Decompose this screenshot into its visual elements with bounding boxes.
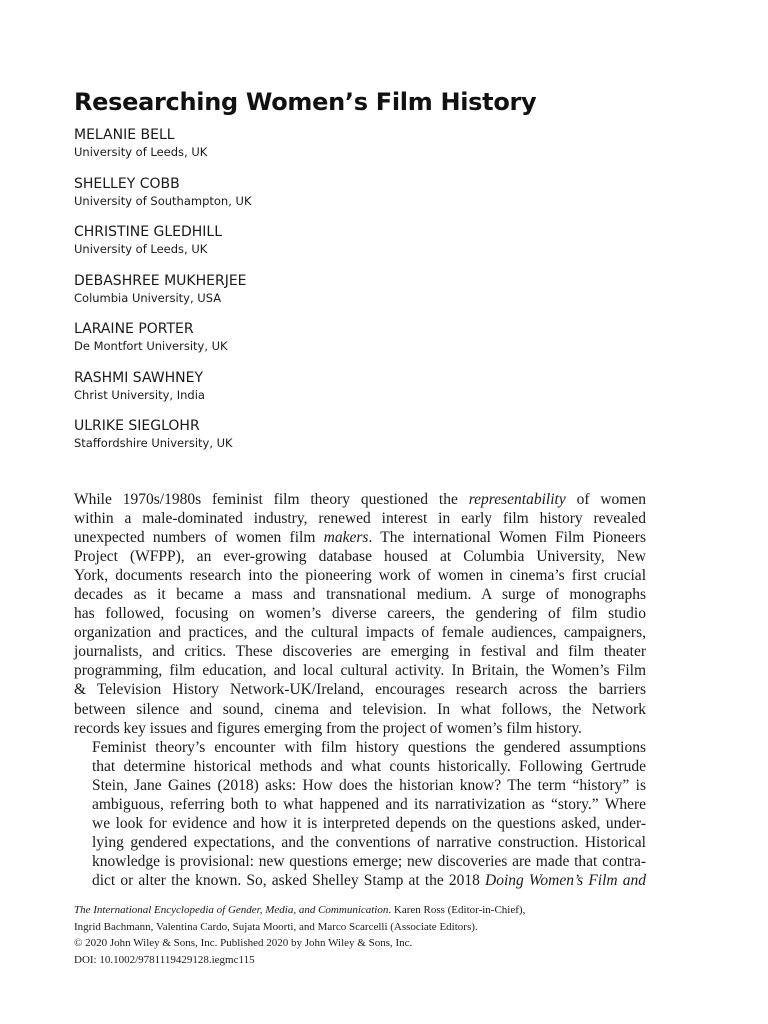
author-entry: [74, 223, 634, 272]
author-entry: [74, 320, 634, 369]
author-list: [74, 126, 634, 466]
body-line: we look for evidence and how it is interpreted depends on the questions asked, under-: [92, 814, 646, 832]
body-line: York, documents research into the pioneering work of women in cinema’s first crucial: [74, 567, 646, 585]
author-affiliation: University of Leeds, UK: [74, 145, 208, 159]
article-body: [74, 490, 646, 890]
article-title: Researching Women’s Film History: [74, 88, 537, 116]
footer-line: [74, 902, 674, 919]
body-line: knowledge is provisional: new questions emerge; new discoveries are made that contra-: [92, 852, 646, 870]
body-line: within a male-dominated industry, renewed interest in early film history revealed: [74, 510, 646, 528]
body-line: & Television History Network-UK/Ireland, encourages research across the barriers: [74, 681, 646, 699]
footer-line: Ingrid Bachmann, Valentina Cardo, Sujata Moorti, and Marco Scarcelli (Associate Editors).: [74, 920, 478, 933]
author-name: MELANIE BELL: [74, 127, 175, 143]
author-name: CHRISTINE GLEDHILL: [74, 224, 223, 240]
body-line: records key issues and figures emerging from the project of women’s film history.: [74, 719, 582, 737]
author-entry: [74, 175, 634, 224]
body-line: Stein, Jane Gaines (2018) asks: How does the historian know? The term “history” is: [92, 776, 646, 794]
body-line: between silence and sound, cinema and television. In what follows, the Network: [74, 700, 646, 718]
author-entry: [74, 272, 634, 321]
body-line: unexpected numbers of women film makers. The international Women Film Pioneers: [74, 529, 646, 547]
editor-in-chief: . Karen Ross (Editor-in-Chief),: [388, 904, 526, 916]
emphasis-text: Doing Women’s Film and: [485, 871, 646, 889]
body-line: has followed, focusing on women’s diverse careers, the gendering of film studio: [74, 605, 646, 623]
encyclopedia-title: The International Encyclopedia of Gender, Media, and Communication: [74, 904, 389, 916]
citation-footer: [74, 902, 674, 968]
author-name: DEBASHREE MUKHERJEE: [74, 272, 247, 289]
body-line: decades as it became a mass and transnational medium. A surge of monographs: [74, 586, 646, 604]
body-line: Project (WFPP), an ever-growing database housed at Columbia University, New: [74, 548, 646, 566]
author-affiliation: University of Leeds, UK: [74, 242, 208, 256]
body-paragraph: [74, 738, 646, 890]
body-line: lying gendered expectations, and the conventions of narrative construction. Historical: [92, 833, 646, 851]
author-name: SHELLEY COBB: [74, 175, 180, 192]
body-line: journalists, and critics. These discoveries are emerging in festival and film theater: [74, 643, 646, 661]
author-entry: [74, 126, 634, 175]
emphasis-text: makers: [323, 529, 369, 547]
author-name: LARAINE PORTER: [74, 321, 194, 337]
author-name: RASHMI SAWHNEY: [74, 369, 204, 386]
body-line: organization and practices, and the cultural impacts of female audiences, campaigners,: [74, 624, 646, 642]
body-line: ambiguous, referring both to what happened and its narrativization as “story.” Where: [92, 795, 646, 813]
author-entry: [74, 417, 634, 466]
body-line: that determine historical methods and what counts historically. Following Gertrude: [92, 757, 646, 775]
author-name: ULRIKE SIEGLOHR: [74, 418, 200, 434]
author-affiliation: University of Southampton, UK: [74, 193, 252, 208]
emphasis-text: representability: [468, 491, 566, 508]
copyright-line: © 2020 John Wiley & Sons, Inc. Published 2020 by John Wiley & Sons, Inc.: [74, 937, 413, 949]
author-affiliation: Christ University, India: [74, 387, 205, 402]
author-affiliation: Columbia University, USA: [74, 290, 222, 305]
author-affiliation: De Montfort University, UK: [74, 339, 228, 353]
author-affiliation: Staffordshire University, UK: [74, 436, 233, 450]
body-line: While 1970s/1980s feminist film theory questioned the representability of women: [74, 491, 646, 508]
body-paragraph: [74, 490, 646, 738]
doi-line: DOI: 10.1002/9781119429128.iegmc115: [74, 953, 255, 966]
body-line: programming, film education, and local cultural activity. In Britain, the Women’s Film: [74, 662, 646, 680]
author-entry: [74, 369, 634, 418]
body-line: dict or alter the known. So, asked Shelley Stamp at the 2018 Doing Women’s Film and: [92, 871, 646, 889]
body-line: Feminist theory’s encounter with film history questions the gendered assumptions: [92, 738, 646, 756]
